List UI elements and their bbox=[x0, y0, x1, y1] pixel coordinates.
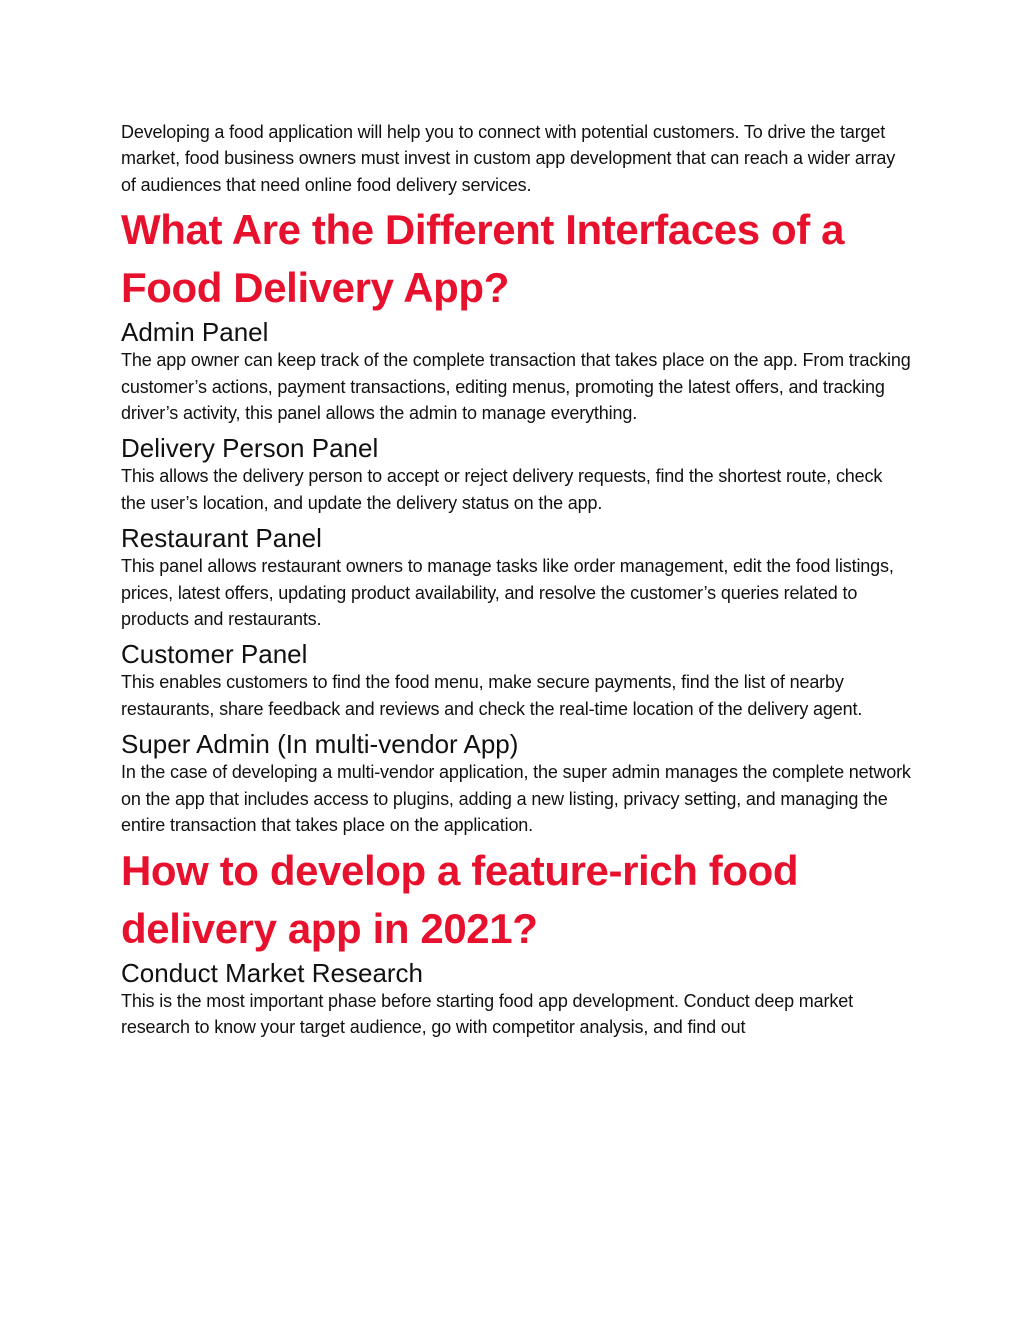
subheading-super-admin: Super Admin (In multi-vendor App) bbox=[121, 729, 519, 760]
subheading-delivery-person-panel: Delivery Person Panel bbox=[121, 433, 379, 464]
paragraph-delivery-person-panel: This allows the delivery person to accept or reject delivery requests, find the shortest route, check the user’s location, and update the delivery status on the app. bbox=[121, 466, 883, 513]
paragraph-admin-panel: The app owner can keep track of the complete transaction that takes place on the app. From tracking customer’s actions, payment transactions, editing menus, promoting the latest offers, and tracking driver’s activity, this panel allows the admin to manage everything. bbox=[121, 350, 911, 424]
section-heading-interfaces: What Are the Different Interfaces of a Food Delivery App? bbox=[121, 206, 845, 312]
intro-paragraph: Developing a food application will help you to connect with potential customers. To drive the target market, food business owners must invest in custom app development that can reach a wider array of audiences that need online food delivery services. bbox=[121, 122, 896, 195]
subheading-market-research: Conduct Market Research bbox=[121, 957, 424, 988]
paragraph-restaurant-panel: This panel allows restaurant owners to manage tasks like order management, edit the food listings, prices, latest offers, updating product availability, and resolve the customer’s queries related to products and restaurants. bbox=[121, 556, 894, 630]
subheading-customer-panel: Customer Panel bbox=[121, 639, 308, 670]
subheading-admin-panel: Admin Panel bbox=[121, 317, 269, 348]
paragraph-customer-panel: This enables customers to find the food menu, make secure payments, find the list of nearby restaurants, share feedback and reviews and check the real-time location of the delivery agent. bbox=[121, 672, 863, 719]
section-heading-how-to-develop: How to develop a feature-rich food delivery app in 2021? bbox=[121, 846, 799, 952]
paragraph-super-admin: In the case of developing a multi-vendor application, the super admin manages the complete network on the app that includes access to plugins, adding a new listing, privacy setting, and managing the entire transaction that takes place on the application. bbox=[121, 762, 911, 836]
subheading-restaurant-panel: Restaurant Panel bbox=[121, 523, 322, 554]
paragraph-market-research: This is the most important phase before starting food app development. Conduct deep market research to know your target audience, go with competitor analysis, and find out bbox=[121, 990, 853, 1037]
document-page bbox=[121, 119, 911, 1040]
